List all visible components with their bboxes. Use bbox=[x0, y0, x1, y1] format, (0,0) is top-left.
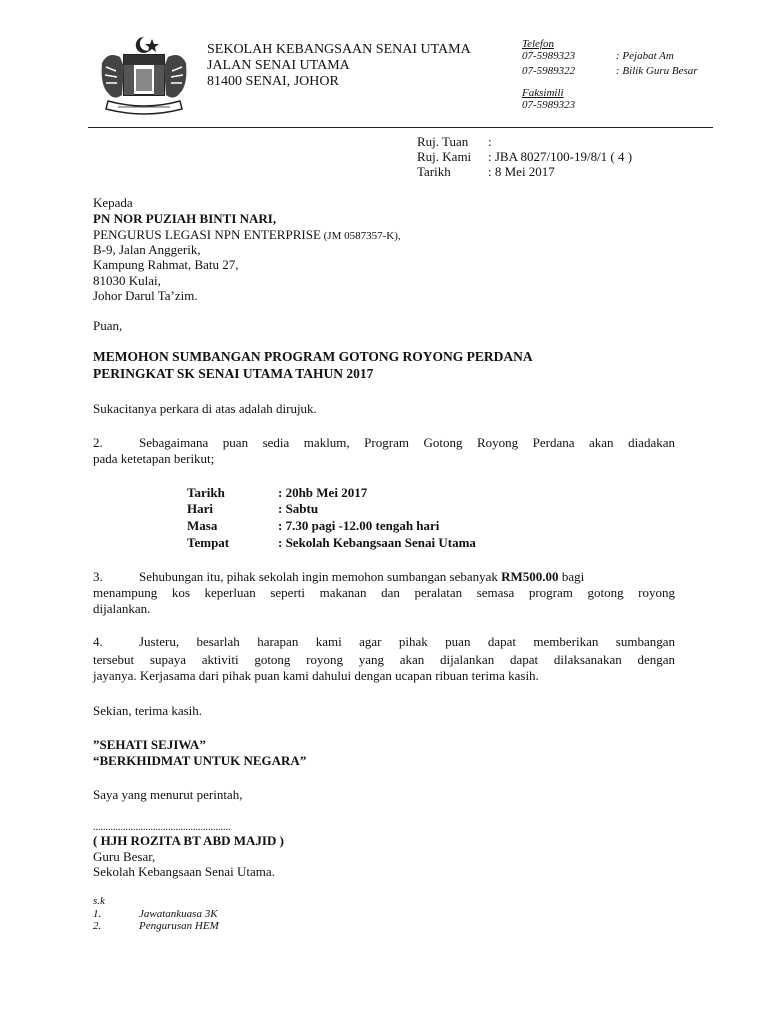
paragraph-3-text-b: bagi bbox=[558, 569, 585, 584]
salutation: Puan, bbox=[93, 318, 123, 333]
phone-2: 07-5989322 bbox=[522, 65, 576, 77]
detail-label-masa: Masa bbox=[187, 518, 218, 533]
ruj-kami-value: : JBA 8027/100-19/8/1 ( 4 ) bbox=[488, 149, 633, 164]
motto-line-2: “BERKHIDMAT UNTUK NEGARA” bbox=[93, 753, 307, 768]
subject-line-2: PERINGKAT SK SENAI UTAMA TAHUN 2017 bbox=[93, 366, 374, 381]
header-divider bbox=[88, 127, 713, 128]
paragraph-4-continued-1: tersebut supaya aktiviti gotong royong yang akan dijalankan dapat dilaksanakan dengan bbox=[93, 652, 675, 667]
recipient-line-3: Kampung Rahmat, Batu 27, bbox=[93, 257, 239, 272]
signature-line: ....................................................... bbox=[93, 822, 231, 833]
cc-item-1-text: Jawatankuasa 3K bbox=[139, 908, 218, 920]
paragraph-3-number: 3. bbox=[93, 569, 103, 584]
paragraph-2-continued: pada ketetapan berikut; bbox=[93, 451, 215, 466]
detail-value-tempat: : Sekolah Kebangsaan Senai Utama bbox=[278, 535, 476, 550]
paragraph-3-amount: RM500.00 bbox=[501, 569, 559, 584]
cc-label: s.k bbox=[93, 895, 105, 907]
detail-label-hari: Hari bbox=[187, 501, 213, 516]
paragraph-4-text: Justeru, besarlah harapan kami agar pihak puan dapat memberikan sumbangan bbox=[139, 634, 675, 649]
cc-item-1-number: 1. bbox=[93, 908, 102, 920]
paragraph-3-text bbox=[139, 569, 584, 585]
signatory-org: Sekolah Kebangsaan Senai Utama. bbox=[93, 864, 275, 879]
fax-number: 07-5989323 bbox=[522, 99, 576, 111]
school-name: SEKOLAH KEBANGSAAN SENAI UTAMA bbox=[207, 42, 471, 57]
paragraph-4-continued-2: jayanya. Kerjasama dari pihak puan kami dahului dengan ucapan ribuan terima kasih. bbox=[93, 668, 539, 683]
recipient-line-4: 81030 Kulai, bbox=[93, 273, 161, 288]
tarikh-value: : 8 Mei 2017 bbox=[488, 164, 555, 179]
detail-value-hari: : Sabtu bbox=[278, 501, 319, 516]
telefon-label: Telefon bbox=[522, 38, 554, 50]
phone-2-desc: : Bilik Guru Besar bbox=[616, 65, 698, 77]
recipient-line-5: Johor Darul Ta’zim. bbox=[93, 288, 198, 303]
coat-of-arms-logo bbox=[94, 33, 194, 123]
detail-value-tarikh: : 20hb Mei 2017 bbox=[278, 485, 368, 500]
closing-text: Sekian, terima kasih. bbox=[93, 703, 203, 718]
address-line-1: JALAN SENAI UTAMA bbox=[207, 58, 350, 73]
signature-intro: Saya yang menurut perintah, bbox=[93, 787, 243, 802]
subject-line-1: MEMOHON SUMBANGAN PROGRAM GOTONG ROYONG PERDANA bbox=[93, 349, 533, 364]
paragraph-4-number: 4. bbox=[93, 634, 103, 649]
recipient-reg-no: (JM 0587357-K), bbox=[320, 230, 401, 242]
tarikh-label: Tarikh bbox=[417, 164, 451, 179]
signatory-name: ( HJH ROZITA BT ABD MAJID ) bbox=[93, 833, 284, 848]
paragraph-2-number: 2. bbox=[93, 435, 103, 450]
paragraph-1: Sukacitanya perkara di atas adalah dirujuk. bbox=[93, 401, 317, 416]
cc-item-2-number: 2. bbox=[93, 920, 102, 932]
detail-label-tempat: Tempat bbox=[187, 535, 230, 550]
phone-1: 07-5989323 bbox=[522, 50, 576, 62]
cc-item-2-text: Pengurusan HEM bbox=[139, 920, 219, 932]
signatory-title: Guru Besar, bbox=[93, 849, 156, 864]
address-line-2: 81400 SENAI, JOHOR bbox=[207, 74, 339, 89]
motto-line-1: ”SEHATI SEJIWA” bbox=[93, 737, 206, 752]
kepada-label: Kepada bbox=[93, 195, 133, 210]
phone-1-desc: : Pejabat Am bbox=[616, 50, 674, 62]
detail-label-tarikh: Tarikh bbox=[187, 485, 225, 500]
paragraph-3-text-a: Sehubungan itu, pihak sekolah ingin memohon sumbangan sebanyak bbox=[139, 569, 502, 584]
recipient-title: PENGURUS LEGASI NPN ENTERPRISE bbox=[93, 227, 321, 242]
recipient-name: PN NOR PUZIAH BINTI NARI, bbox=[93, 211, 277, 226]
recipient-line-2: B-9, Jalan Anggerik, bbox=[93, 242, 201, 257]
detail-value-masa: : 7.30 pagi -12.00 tengah hari bbox=[278, 518, 440, 533]
paragraph-2-text: Sebagaimana puan sedia maklum, Program Gotong Royong Perdana akan diadakan bbox=[139, 435, 675, 450]
ruj-tuan-value: : bbox=[488, 134, 492, 149]
paragraph-3-continued-1: menampung kos keperluan seperti makanan dan peralatan semasa program gotong royong bbox=[93, 585, 675, 600]
ruj-tuan-label: Ruj. Tuan bbox=[417, 134, 469, 149]
faksimili-label: Faksimili bbox=[522, 87, 564, 99]
paragraph-3-continued-2: dijalankan. bbox=[93, 601, 151, 616]
ruj-kami-label: Ruj. Kami bbox=[417, 149, 472, 164]
